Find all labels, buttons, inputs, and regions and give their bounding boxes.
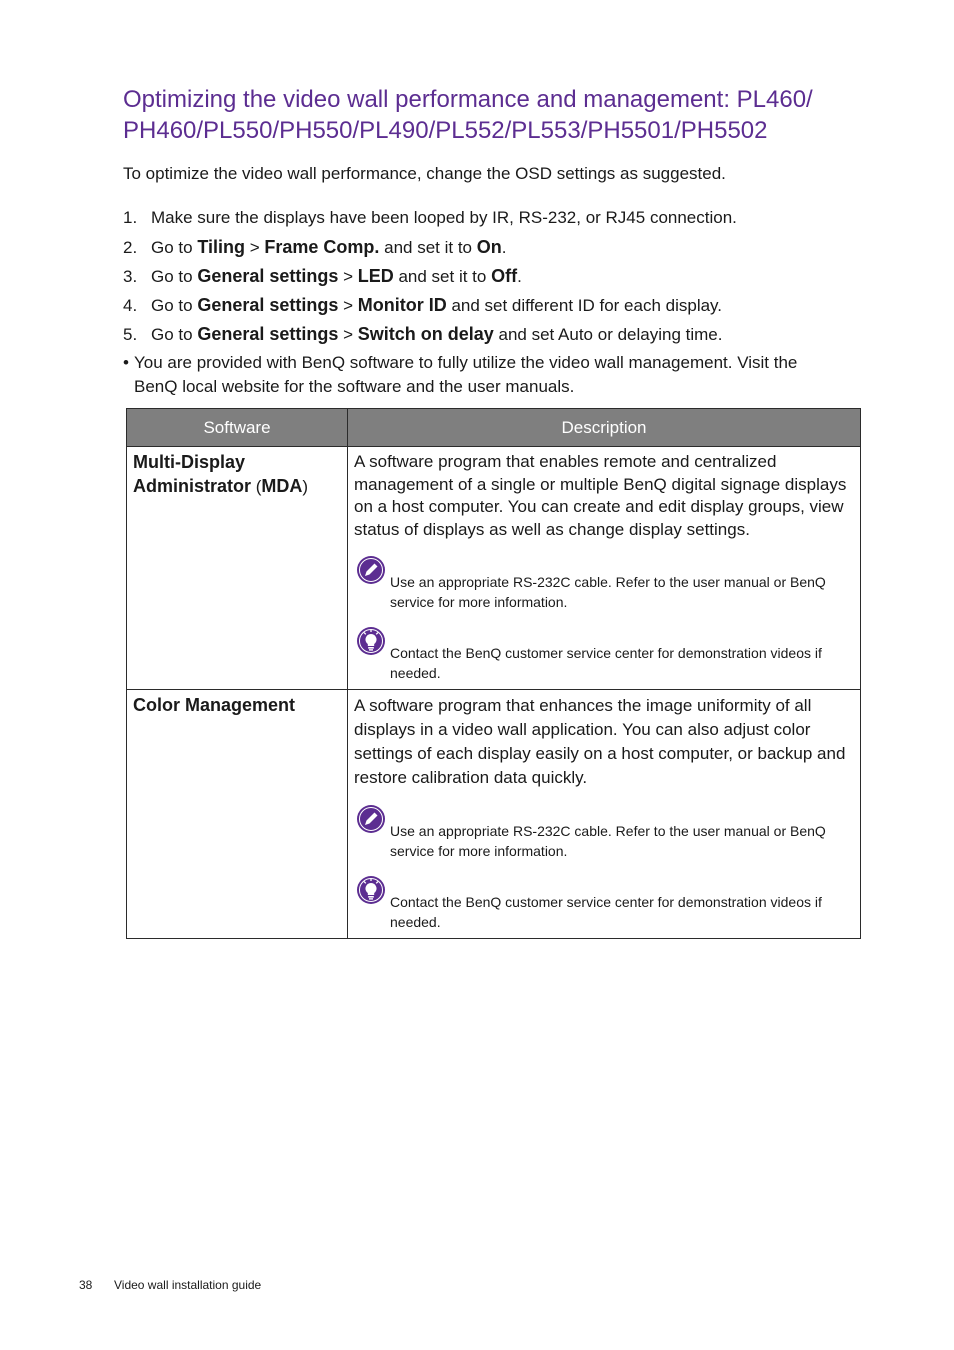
software-name: Color Management <box>127 690 348 939</box>
software-description: A software program that enables remote and centralized management of a single or multiple BenQ digital signage displays on a host computer. You can create and edit display groups, view status of displays as well as change display settings. Use an appropriate RS-232C cable. Refer to the user manual or BenQ service for more information. Contact the BenQ customer service center for demonstration videos if needed. <box>348 447 861 690</box>
tip-block: Contact the BenQ customer service center for demonstration videos if needed. <box>354 875 854 932</box>
steps-list <box>123 206 737 351</box>
software-note: • You are provided with BenQ software to fully utilize the video wall management. Visit the BenQ local website for the software and the user manuals. <box>123 353 798 396</box>
header-description: Description <box>348 409 861 447</box>
pencil-icon <box>356 804 386 834</box>
table-row <box>127 690 861 939</box>
pencil-icon <box>356 555 386 585</box>
software-table <box>126 408 861 939</box>
guide-name: Video wall installation guide <box>114 1278 262 1292</box>
lightbulb-icon <box>356 875 386 905</box>
step-item: 4. Go to General settings > Monitor ID and set different ID for each display. <box>123 295 723 315</box>
tip-block: Contact the BenQ customer service center for demonstration videos if needed. <box>354 626 854 683</box>
step-item: 1. Make sure the displays have been looped by IR, RS-232, or RJ45 connection. <box>123 208 737 227</box>
step-item: 3. Go to General settings > LED and set it to Off. <box>123 266 522 286</box>
table-header-row <box>127 409 861 447</box>
lightbulb-icon <box>356 626 386 656</box>
software-name: Multi-Display Administrator (MDA) <box>127 447 348 690</box>
intro-text: To optimize the video wall performance, change the OSD settings as suggested. <box>123 164 726 183</box>
page-title: Optimizing the video wall performance and management: PL460/ PH460/PL550/PH550/PL490/PL552/PL553/PH5501/PH5502 <box>123 86 813 144</box>
note-block: Use an appropriate RS-232C cable. Refer to the user manual or BenQ service for more information. <box>354 555 854 612</box>
note-block: Use an appropriate RS-232C cable. Refer to the user manual or BenQ service for more information. <box>354 804 854 861</box>
step-item: 2. Go to Tiling > Frame Comp. and set it to On. <box>123 237 507 257</box>
table-row <box>127 447 861 690</box>
page-number: 38 <box>79 1278 93 1292</box>
software-description: A software program that enhances the image uniformity of all displays in a video wall application. You can also adjust color settings of each display easily on a host computer, or backup and restore calibration data quickly. Use an appropriate RS-232C cable. Refer to the user manual or BenQ service for more information. Contact the BenQ customer service center for demonstration videos if needed. <box>348 690 861 939</box>
step-item: 5. Go to General settings > Switch on delay and set Auto or delaying time. <box>123 324 723 344</box>
header-software: Software <box>127 409 348 447</box>
page-footer <box>79 1277 261 1293</box>
